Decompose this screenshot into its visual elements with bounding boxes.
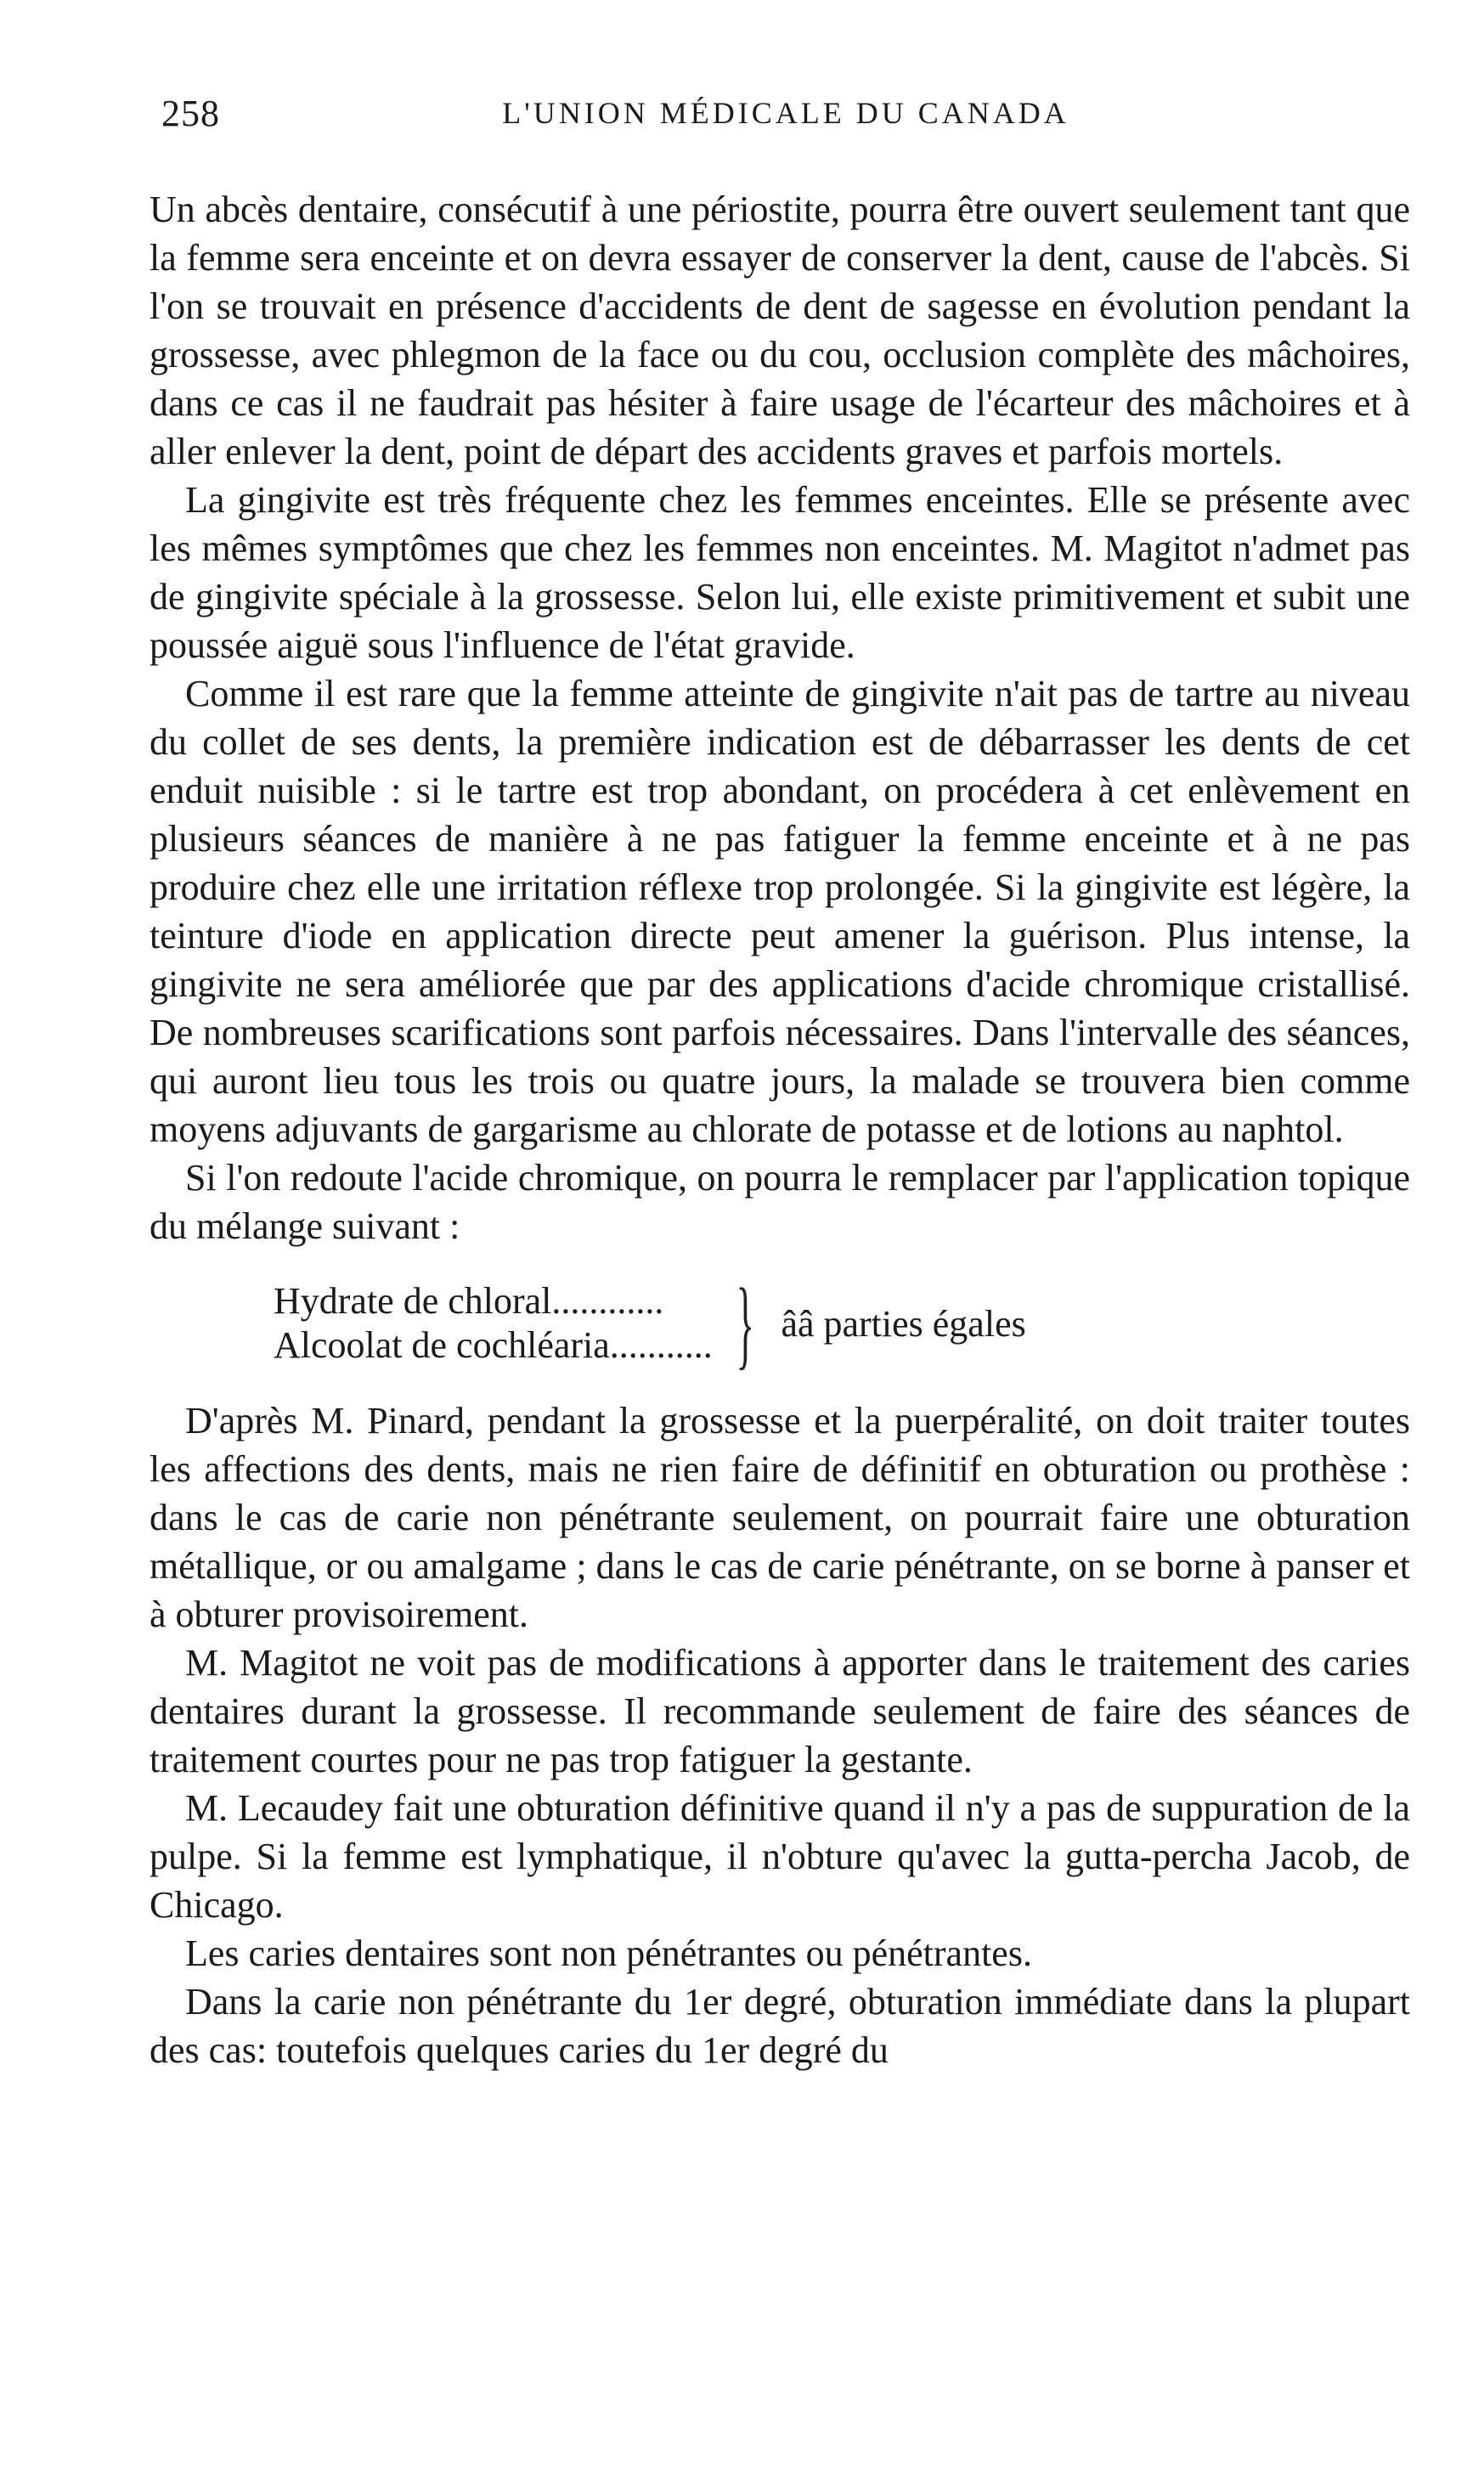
formula-proportion: ââ parties égales xyxy=(781,1302,1026,1345)
page-number: 258 xyxy=(161,93,220,134)
page-header xyxy=(161,92,1410,143)
paragraph-dental-abscess: Un abcès dentaire, consécutif à une périostite, pourra être ouvert seulement tant que la femme sera enceinte et on devra essayer de conserver la dent, cause de l'abcès. Si l'on se trouvait en présence d'accidents de dent de sagesse en évolution pendant la grossesse, avec phlegmon de la face ou du cou, occlusion complète des mâchoires, dans ce cas il ne faudrait pas hésiter à faire usage de l'écarteur des mâchoires et à aller enlever la dent, point de départ des accidents graves et parfois mortels. xyxy=(150,189,1410,472)
paragraph-lecaudey: M. Lecaudey fait une obturation définitive quand il n'y a pas de suppuration de la pulpe. Si la femme est lymphatique, il n'obture qu'avec la gutta-percha Jacob, de Chicago. xyxy=(150,1787,1410,1926)
formula-ingredient: Alcoolat de cochléaria........... xyxy=(274,1324,713,1366)
paragraph-first-degree-caries: Dans la carie non pénétrante du 1er degré, obturation immédiate dans la plupart des cas: toutefois quelques caries du 1er degré du xyxy=(150,1981,1410,2071)
running-head: L'UNION MÉDICALE DU CANADA xyxy=(502,96,1069,130)
paragraph-gingivitis: La gingivite est très fréquente chez les femmes enceintes. Elle se présente avec les mêmes symptômes que chez les femmes non enceintes. M. Magitot n'admet pas de gingivite spéciale à la grossesse. Selon lui, elle existe primitivement et subit une poussée aiguë sous l'influence de l'état gravide. xyxy=(150,479,1410,666)
paragraph-chromic-acid-alternative: Si l'on redoute l'acide chromique, on pourra le remplacer par l'application topique du mélange suivant : xyxy=(150,1157,1410,1247)
formula-ingredient: Hydrate de chloral............ xyxy=(274,1280,664,1322)
right-brace-icon: } xyxy=(736,1267,754,1379)
paragraph-tartar-treatment: Comme il est rare que la femme atteinte de gingivite n'ait pas de tartre au niveau du collet de ses dents, la première indication est de débarrasser les dents de cet enduit nuisible : si le tartre est trop abondant, on procédera à cet enlèvement en plusieurs séances de manière à ne pas fatiguer la femme enceinte et à ne pas produire chez elle une irritation réflexe trop prolongée. Si la gingivite est légère, la teinture d'iode en application directe peut amener la guérison. Plus intense, la gingivite ne sera améliorée que par des applications d'acide chromique cristallisé. De nombreuses scarifications sont parfois nécessaires. Dans l'intervalle des séances, qui auront lieu tous les trois ou quatre jours, la malade se trouvera bien comme moyens adjuvants de gargarisme au chlorate de potasse et de lotions au naphtol. xyxy=(150,673,1410,1150)
formula-ingredients xyxy=(274,1279,713,1368)
prescription-formula xyxy=(274,1269,1410,1378)
paragraph-caries-types: Les caries dentaires sont non pénétrantes ou pénétrantes. xyxy=(185,1932,1032,1974)
body-text xyxy=(150,185,1410,2074)
paragraph-pinard: D'après M. Pinard, pendant la grossesse et la puerpéralité, on doit traiter toutes les affections des dents, mais ne rien faire de définitif en obturation ou prothèse : dans le cas de carie non pénétrante seulement, on pourrait faire une obturation métallique, or ou amalgame ; dans le cas de carie pénétrante, on se borne à panser et à obturer provisoirement. xyxy=(150,1400,1410,1635)
paragraph-magitot: M. Magitot ne voit pas de modifications à apporter dans le traitement des caries dentaires durant la grossesse. Il recommande seulement de faire des séances de traitement courtes pour ne pas trop fatiguer la gestante. xyxy=(150,1642,1410,1780)
